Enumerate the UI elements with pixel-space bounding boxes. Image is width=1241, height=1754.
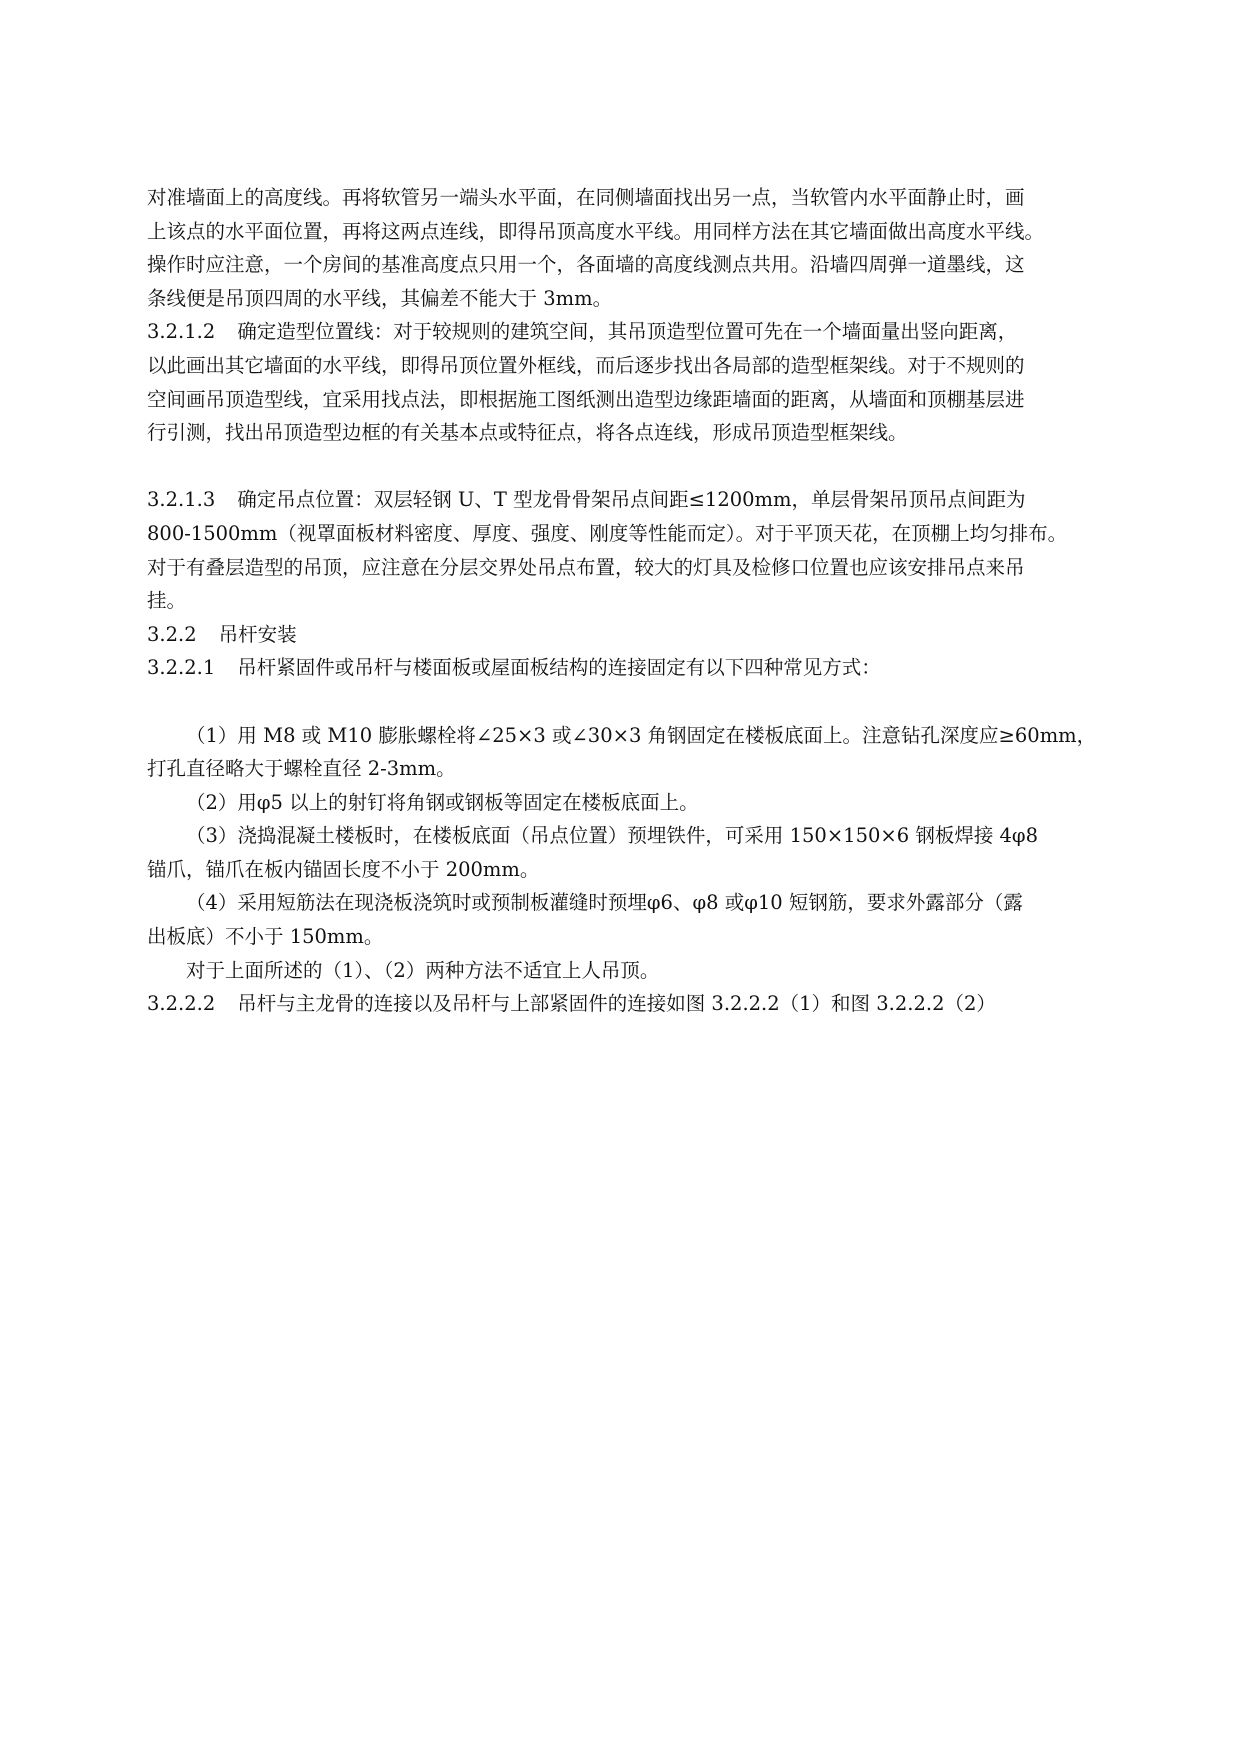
section-number: 3.2.1.3: [147, 488, 216, 512]
text-line: 操作时应注意，一个房间的基准高度点只用一个，各面墙的高度线测点共用。沿墙四周弹一道墨线，这: [147, 253, 1025, 277]
text-line: （1）用 M8 或 M10 膨胀螺栓将∠25×3 或∠30×3 角钢固定在楼板底面上。注意钻孔深度应≥60mm，: [186, 723, 1097, 747]
text-line: [147, 987, 1107, 1021]
blank-line: [147, 685, 1107, 719]
text-line: 出板底）不小于 150mm。: [147, 925, 384, 949]
section-text: 确定造型位置线：对于较规则的建筑空间，其吊顶造型位置可先在一个墙面量出竖向距离，: [237, 320, 1018, 344]
section-text: 吊杆紧固件或吊杆与楼面板或屋面板结构的连接固定有以下四种常见方式：: [237, 656, 881, 680]
text-line: 挂。: [147, 589, 187, 613]
paragraph-leveling: [147, 181, 1107, 315]
text-line: [147, 483, 1107, 517]
text-line: （4）采用短筋法在现浇板浇筑时或预制板灌缝时预埋φ6、φ8 或φ10 短钢筋，要求外露部分（露: [186, 891, 1023, 915]
text-line: 条线便是吊顶四周的水平线，其偏差不能大于 3mm。: [147, 286, 613, 310]
section-3-2-2-heading: [147, 618, 1107, 652]
list-item: [147, 819, 1107, 886]
section-3-2-2-2: [147, 987, 1107, 1021]
text-line: 行引测，找出吊顶造型边框的有关基本点或特征点，将各点连线，形成吊顶造型框架线。: [147, 421, 908, 445]
section-number: 3.2.2: [147, 622, 197, 646]
document-body: [147, 181, 1107, 1021]
text-line: 对于有叠层造型的吊顶，应注意在分层交界处吊点布置，较大的灯具及检修口位置也应该安排吊点来吊: [147, 555, 1025, 579]
method-list: [147, 719, 1107, 954]
list-item: [147, 886, 1107, 953]
blank-line: [147, 450, 1107, 484]
section-3-2-1-2: [147, 315, 1107, 449]
text-line: （3）浇捣混凝土楼板时，在楼板底面（吊点位置）预埋铁件，可采用 150×150×6 钢板焊接 4φ8: [186, 824, 1038, 848]
text-line: 对准墙面上的高度线。再将软管另一端头水平面，在同侧墙面找出另一点，当软管内水平面静止时，画: [147, 186, 1025, 209]
text-line: 以此画出其它墙面的水平线，即得吊顶位置外框线，而后逐步找出各局部的造型框架线。对于不规则的: [147, 353, 1025, 377]
text-line: [147, 315, 1107, 349]
section-title: 吊杆安装: [218, 622, 297, 646]
section-text: 确定吊点位置：双层轻钢 U、T 型龙骨骨架吊点间距≤1200mm，单层骨架吊顶吊点间距为: [237, 488, 1026, 512]
list-item: [147, 786, 1107, 820]
text-line: 锚爪，锚爪在板内锚固长度不小于 200mm。: [147, 857, 540, 881]
text-line: 打孔直径略大于螺栓直径 2-3mm。: [147, 757, 456, 781]
section-heading: [147, 618, 1107, 652]
text-line: 上该点的水平面位置，再将这两点连线，即得吊顶高度水平线。用同样方法在其它墙面做出高度水平线。: [147, 219, 1045, 243]
note-line: 对于上面所述的（1）、（2）两种方法不适宜上人吊顶。: [186, 958, 660, 982]
text-line: （2）用φ5 以上的射钉将角钢或钢板等固定在楼板底面上。: [186, 790, 699, 814]
section-3-2-2-1: [147, 651, 1107, 685]
list-item: [147, 719, 1107, 786]
section-number: 3.2.1.2: [147, 320, 216, 344]
section-text: 吊杆与主龙骨的连接以及吊杆与上部紧固件的连接如图 3.2.2.2（1）和图 3.2.2.2（2）: [237, 992, 996, 1016]
text-line: 空间画吊顶造型线，宜采用找点法，即根据施工图纸测出造型边缘距墙面的距离，从墙面和顶棚基层进: [147, 387, 1025, 411]
section-number: 3.2.2.1: [147, 656, 216, 680]
text-line: 800-1500mm（视罩面板材料密度、厚度、强度、刚度等性能而定）。对于平顶天花，在顶棚上均匀排布。: [147, 521, 1068, 545]
section-number: 3.2.2.2: [147, 992, 216, 1016]
text-line: [147, 651, 1107, 685]
section-3-2-1-3: [147, 483, 1107, 617]
